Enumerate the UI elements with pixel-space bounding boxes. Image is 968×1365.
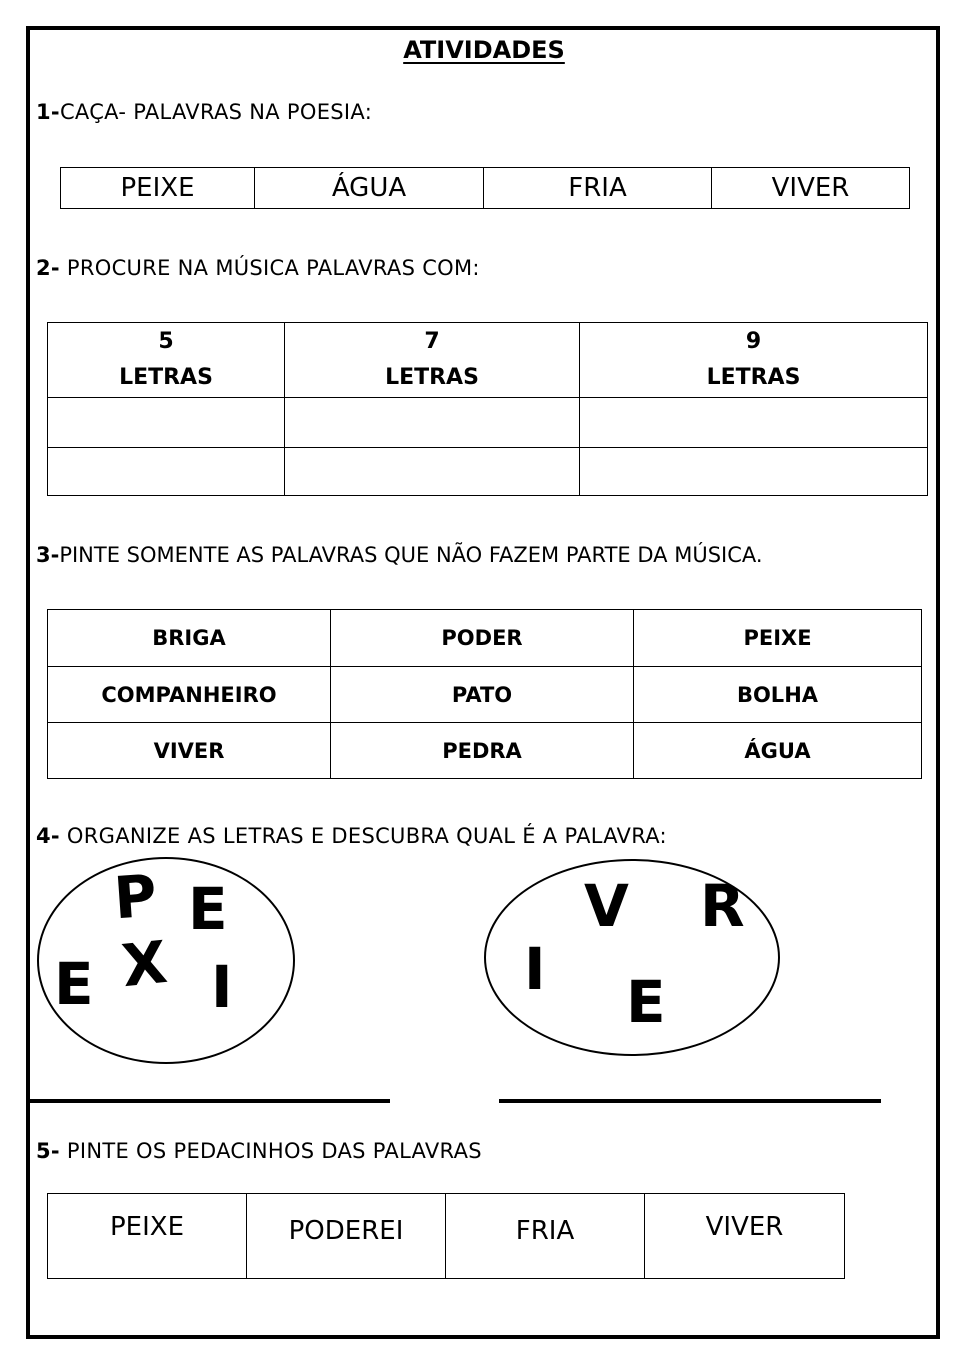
q2-header-9 (580, 323, 928, 398)
scrambled-letter: X (118, 927, 171, 1001)
q2-letter-count-table (47, 322, 928, 496)
q2-header-label: LETRAS (119, 365, 213, 390)
scrambled-letter: E (626, 968, 666, 1036)
question-3 (36, 537, 932, 574)
q2-answer-cell[interactable] (48, 448, 285, 496)
q3-word[interactable]: PATO (331, 667, 634, 723)
q2-header-number: 5 (158, 329, 174, 354)
q5-word[interactable]: PODEREI (247, 1194, 446, 1279)
question-2-number: 2- (36, 256, 60, 280)
q2-header-5 (48, 323, 285, 398)
question-1-text: CAÇA- PALAVRAS NA POESIA: (59, 100, 373, 124)
scrambled-letter: I (524, 935, 546, 1003)
q2-header-number: 7 (424, 329, 440, 354)
scrambled-letter: E (188, 875, 228, 943)
q3-word[interactable]: PEDRA (331, 723, 634, 779)
q2-answer-cell[interactable] (285, 398, 580, 448)
question-3-number: 3- (36, 543, 60, 567)
q1-word: ÁGUA (255, 168, 484, 209)
question-5-text: PINTE OS PEDACINHOS DAS PALAVRAS (59, 1139, 482, 1163)
q5-word[interactable]: FRIA (446, 1194, 645, 1279)
scrambled-letter: P (111, 861, 159, 933)
page-title: ATIVIDADES (403, 36, 565, 64)
q3-word[interactable]: PEIXE (634, 610, 922, 667)
question-1-number: 1- (36, 100, 60, 124)
scrambled-letter: R (700, 872, 745, 940)
q3-word[interactable]: ÁGUA (634, 723, 922, 779)
answer-line-left (30, 1099, 390, 1103)
question-4-text: ORGANIZE AS LETRAS E DESCUBRA QUAL É A PALAVRA: (59, 824, 667, 848)
question-5 (36, 1139, 482, 1163)
q1-word: VIVER (712, 168, 910, 209)
q3-word-table (47, 609, 922, 779)
q3-word[interactable]: PODER (331, 610, 634, 667)
q3-word[interactable]: VIVER (48, 723, 331, 779)
q1-word-table (60, 167, 910, 209)
question-3-text: PINTE SOMENTE AS PALAVRAS QUE NÃO FAZEM PARTE DA MÚSICA. (59, 543, 763, 567)
q2-answer-cell[interactable] (285, 448, 580, 496)
q5-word[interactable]: VIVER (645, 1194, 845, 1279)
q2-answer-cell[interactable] (580, 448, 928, 496)
q1-word: FRIA (484, 168, 712, 209)
answer-line-right (499, 1099, 881, 1103)
q3-word[interactable]: BRIGA (48, 610, 331, 667)
q5-word[interactable]: PEIXE (48, 1194, 247, 1279)
q2-answer-cell[interactable] (48, 398, 285, 448)
q2-header-label: LETRAS (706, 365, 801, 390)
q2-header-number: 9 (745, 329, 762, 354)
q5-word-table (47, 1193, 845, 1279)
question-4 (36, 824, 667, 848)
q1-word: PEIXE (61, 168, 255, 209)
q2-answer-cell[interactable] (580, 398, 928, 448)
question-2-text: PROCURE NA MÚSICA PALAVRAS COM: (59, 256, 480, 280)
question-1 (36, 100, 372, 124)
scrambled-letter: E (54, 950, 94, 1018)
question-5-number: 5- (36, 1139, 60, 1163)
scrambled-letter: V (584, 872, 629, 940)
q2-header-7 (285, 323, 580, 398)
question-4-number: 4- (36, 824, 60, 848)
question-2 (36, 256, 480, 280)
scrambled-letter: I (211, 953, 233, 1021)
q3-word[interactable]: COMPANHEIRO (48, 667, 331, 723)
q3-word[interactable]: BOLHA (634, 667, 922, 723)
q2-header-label: LETRAS (385, 365, 479, 390)
